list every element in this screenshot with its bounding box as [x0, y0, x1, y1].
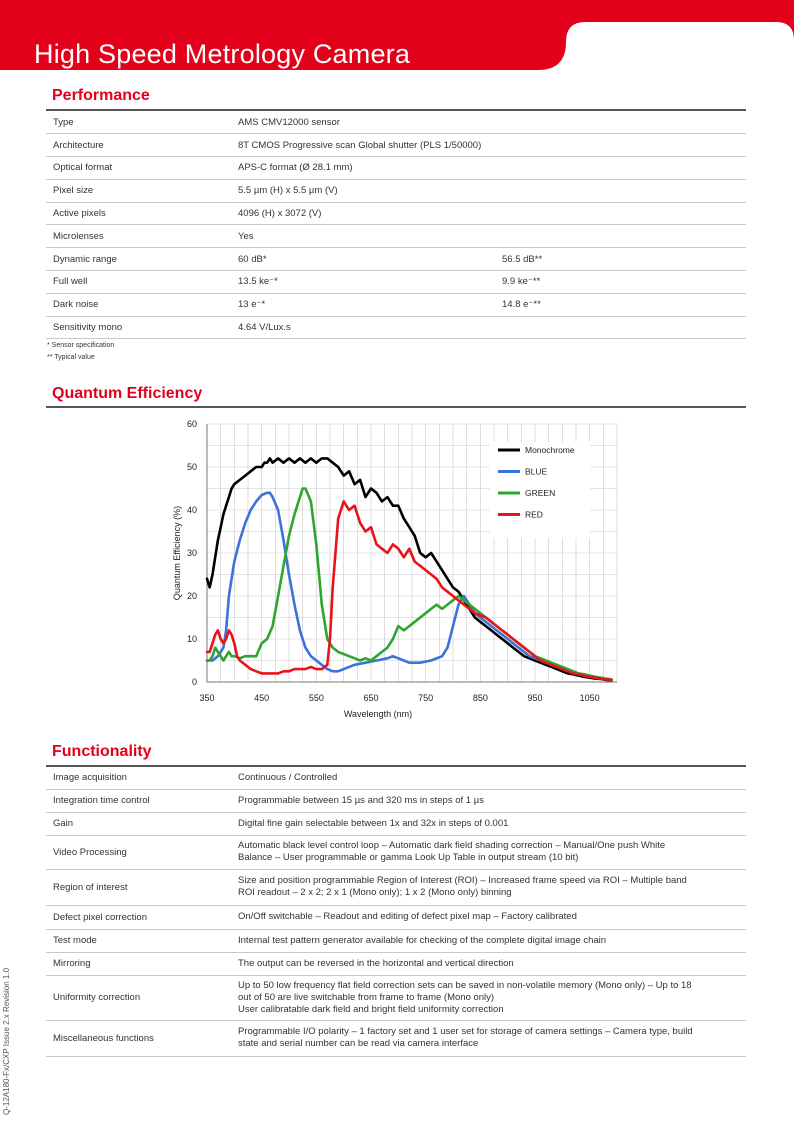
functionality-row — [46, 905, 746, 929]
x-tick-label: 650 — [363, 693, 379, 703]
functionality-row — [46, 812, 746, 835]
spec-value-typical — [495, 225, 746, 248]
spec-value-typical: 56.5 dB** — [495, 248, 746, 271]
spec-value: Yes — [231, 225, 495, 248]
y-tick-label: 60 — [186, 419, 197, 429]
performance-table — [46, 111, 746, 339]
spec-label: Full well — [46, 271, 231, 294]
footnote-typical: ** Typical value — [47, 354, 95, 361]
function-description-line: state and serial number can be read via camera interface — [238, 1038, 479, 1049]
spec-label: Active pixels — [46, 202, 231, 225]
x-tick-label: 850 — [472, 693, 488, 703]
x-tick-label: 350 — [199, 693, 215, 703]
function-description — [231, 767, 746, 789]
functionality-heading: Functionality — [52, 743, 152, 760]
function-description-line: Continuous / Controlled — [238, 771, 338, 783]
functionality-row — [46, 835, 746, 869]
spec-label: Dark noise — [46, 293, 231, 316]
performance-row — [46, 134, 746, 157]
functionality-row — [46, 1020, 746, 1056]
function-description — [231, 952, 746, 975]
functionality-row — [46, 869, 746, 905]
functionality-row — [46, 789, 746, 812]
spec-value: 13 e⁻* — [231, 293, 495, 316]
legend-label: BLUE — [525, 466, 548, 477]
function-description-line: out of 50 are live switchable from frame to frame (Mono only) — [238, 991, 495, 1003]
y-tick-label: 40 — [186, 505, 197, 515]
function-description-line: Automatic black level control loop – Automatic dark field shading correction – Manual/One push White — [238, 840, 666, 851]
spec-value: AMS CMV12000 sensor — [231, 111, 495, 134]
function-description — [231, 905, 746, 929]
spec-label: Sensitivity mono — [46, 316, 231, 339]
functionality-row — [46, 929, 746, 952]
functionality-row — [46, 952, 746, 975]
spec-value: 60 dB* — [231, 248, 495, 271]
function-description-line: Size and position programmable Region of Interest (ROI) – Increased frame speed via ROI – Multiple band — [238, 875, 687, 886]
spec-value-typical: 9.9 ke⁻** — [495, 271, 746, 294]
spec-value-typical — [495, 316, 746, 339]
function-description-line: On/Off switchable – Readout and editing of defect pixel map – Factory calibrated — [238, 911, 577, 922]
function-description-line: User calibratable dark field and bright field uniformity correction — [238, 1003, 504, 1015]
x-tick-label: 750 — [418, 693, 434, 703]
function-description — [231, 812, 746, 835]
function-label: Region of interest — [46, 869, 231, 905]
functionality-table — [46, 767, 746, 1057]
spec-value: 5.5 µm (H) x 5.5 µm (V) — [231, 179, 495, 202]
spec-value-typical — [495, 111, 746, 134]
function-label: Gain — [46, 812, 231, 835]
legend-label: Monochrome — [525, 445, 575, 455]
spec-label: Optical format — [46, 157, 231, 180]
spec-value-typical — [495, 134, 746, 157]
y-tick-label: 0 — [191, 677, 197, 687]
performance-row — [46, 271, 746, 294]
function-description — [231, 869, 746, 905]
performance-row — [46, 157, 746, 180]
y-tick-label: 20 — [186, 591, 197, 601]
spec-label: Microlenses — [46, 225, 231, 248]
y-tick-label: 50 — [186, 462, 197, 472]
spec-value-typical: 14.8 e⁻** — [495, 293, 746, 316]
x-tick-label: 450 — [254, 693, 270, 703]
function-description-line: Internal test pattern generator available for checking of the complete digital image chain — [238, 934, 607, 946]
spec-value: APS-C format (Ø 28.1 mm) — [231, 157, 495, 180]
function-description — [231, 789, 746, 812]
function-label: Video Processing — [46, 835, 231, 869]
header-banner — [0, 0, 794, 70]
performance-row — [46, 248, 746, 271]
document-revision: Q-12A180-Fx/CXP Issue 2.x Revision 1.0 — [2, 967, 11, 1115]
spec-label: Pixel size — [46, 179, 231, 202]
function-description-line: ROI readout – 2 x 2; 2 x 1 (Mono only); 1 x 2 (Mono only) binning — [238, 887, 512, 898]
x-tick-label: 950 — [527, 693, 543, 703]
x-tick-label: 1050 — [579, 693, 600, 703]
performance-row — [46, 225, 746, 248]
spec-value: 8T CMOS Progressive scan Global shutter (PLS 1/50000) — [231, 134, 495, 157]
function-description-line: Digital fine gain selectable between 1x and 32x in steps of 0.001 — [238, 817, 509, 829]
function-description-line: Balance – User programmable or gamma Look Up Table in output stream (10 bit) — [238, 852, 579, 863]
y-axis-label: Quantum Efficiency (%) — [172, 505, 182, 601]
function-description-line: Programmable between 15 µs and 320 ms in steps of 1 µs — [238, 794, 484, 806]
spec-label: Type — [46, 111, 231, 134]
page-title: High Speed Metrology Camera — [34, 39, 411, 69]
function-label: Miscellaneous functions — [46, 1020, 231, 1056]
function-description-line: Up to 50 low frequency flat field correction sets can be saved in non-volatile memory (Mono only) – Up to 18 — [238, 979, 692, 991]
function-label: Uniformity correction — [46, 975, 231, 1020]
performance-row — [46, 179, 746, 202]
spec-value: 4.64 V/Lux.s — [231, 316, 495, 339]
qe-divider — [46, 406, 746, 408]
qe-chart — [150, 414, 630, 726]
spec-value: 4096 (H) x 3072 (V) — [231, 202, 495, 225]
performance-row — [46, 293, 746, 316]
function-label: Image acquisition — [46, 767, 231, 789]
function-label: Test mode — [46, 929, 231, 952]
function-description — [231, 1020, 746, 1056]
functionality-row — [46, 767, 746, 789]
function-description-line: Programmable I/O polarity – 1 factory set and 1 user set for storage of camera settings – Camera type, build — [238, 1026, 693, 1037]
spec-label: Architecture — [46, 134, 231, 157]
spec-value-typical — [495, 202, 746, 225]
spec-value-typical — [495, 179, 746, 202]
function-description-line: The output can be reversed in the horizontal and vertical direction — [238, 957, 514, 969]
spec-value: 13.5 ke⁻* — [231, 271, 495, 294]
spec-value-typical — [495, 157, 746, 180]
legend-label: RED — [525, 509, 543, 520]
function-label: Defect pixel correction — [46, 905, 231, 929]
function-label: Mirroring — [46, 952, 231, 975]
legend-label: GREEN — [525, 488, 556, 498]
qe-heading: Quantum Efficiency — [52, 385, 203, 402]
footnote-sensor: * Sensor specification — [47, 342, 115, 349]
function-description — [231, 975, 746, 1020]
performance-row — [46, 111, 746, 134]
x-tick-label: 550 — [308, 693, 324, 703]
y-tick-label: 10 — [186, 634, 197, 644]
performance-heading: Performance — [52, 87, 150, 104]
performance-row — [46, 202, 746, 225]
y-tick-label: 30 — [186, 548, 197, 558]
x-axis-label: Wavelength (nm) — [343, 709, 413, 719]
function-description — [231, 835, 746, 869]
spec-label: Dynamic range — [46, 248, 231, 271]
function-description — [231, 929, 746, 952]
performance-row — [46, 316, 746, 339]
function-label: Integration time control — [46, 789, 231, 812]
functionality-row — [46, 975, 746, 1020]
